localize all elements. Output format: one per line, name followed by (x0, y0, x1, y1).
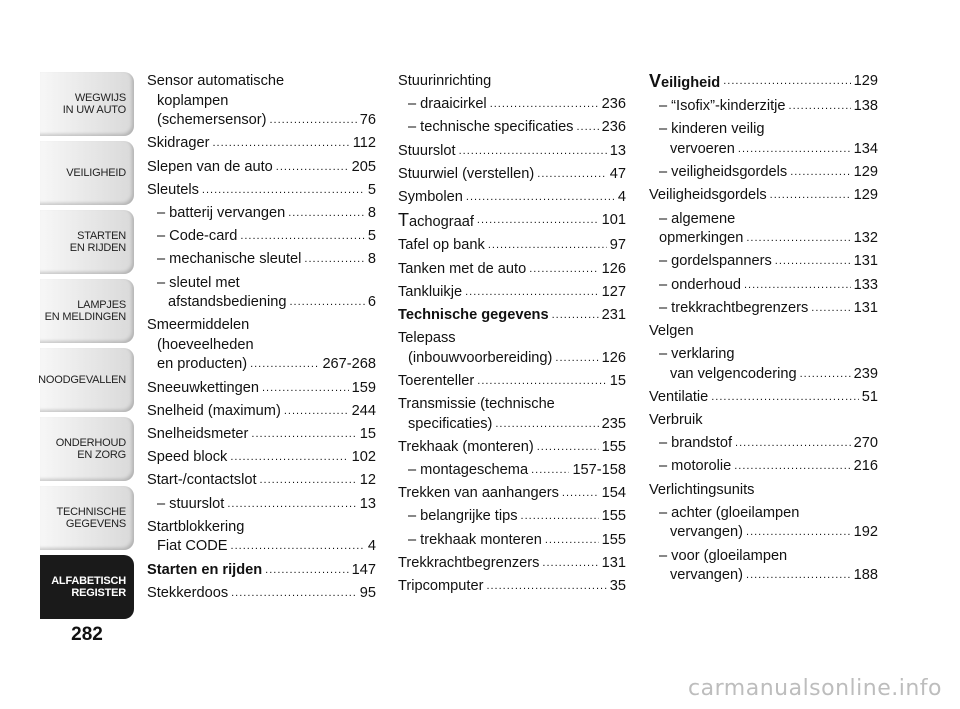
index-entry-text: – Code-card (157, 228, 238, 245)
index-page-ref: 155 (601, 438, 626, 455)
leader-dots (212, 134, 349, 154)
tab-label-line: LAMPJES (77, 299, 126, 311)
leader-dots (545, 531, 599, 551)
index-entry (398, 484, 626, 504)
index-entry (147, 250, 376, 270)
index-entry-text: – sleutel met (157, 274, 240, 291)
index-entry-text: Fiat CODE (157, 538, 228, 555)
index-entry-text: – batterij vervangen (157, 204, 286, 221)
index-entry-text: Starten en rijden (147, 561, 263, 578)
index-entry (147, 495, 376, 515)
index-entry-text: Trekken van aanhangers (398, 485, 559, 502)
index-entry (649, 434, 878, 454)
index-page-ref: 270 (853, 435, 878, 452)
index-page-ref: 4 (617, 188, 626, 205)
index-entry-text: Tachograaf (398, 210, 474, 231)
index-entry (649, 252, 878, 272)
index-page-ref: 131 (853, 253, 878, 270)
index-page-ref: 126 (601, 260, 626, 277)
index-column-2 (398, 72, 626, 600)
index-entry (398, 165, 626, 185)
tab-label-line: REGISTER (71, 587, 126, 599)
index-entry (398, 211, 626, 233)
index-entry-text: Verbruik (649, 412, 703, 429)
index-page-ref: 5 (367, 228, 376, 245)
leader-dots (486, 577, 606, 597)
index-page-ref: 132 (853, 230, 878, 247)
index-entry (147, 425, 376, 445)
index-entry (649, 163, 878, 183)
index-entry (649, 186, 878, 206)
leader-dots (542, 554, 598, 574)
index-entry-text: en producten) (157, 356, 248, 373)
index-entry-text: Velgen (649, 322, 694, 339)
index-entry (649, 504, 878, 543)
index-entry-text: – montageschema (408, 462, 529, 478)
leader-dots (576, 118, 598, 138)
index-entry (649, 276, 878, 296)
index-entry-text: Veiligheid (649, 71, 721, 91)
index-page-ref: 138 (853, 98, 878, 115)
index-entry-text: – trekhaak monteren (408, 531, 542, 548)
tab-lampjes[interactable] (40, 279, 134, 343)
index-entry (398, 531, 626, 551)
tab-label-line: VEILIGHEID (66, 167, 126, 179)
index-page-ref: 97 (609, 237, 626, 254)
leader-dots (477, 372, 607, 392)
leader-dots (537, 165, 607, 185)
index-entry-text: – onderhoud (659, 276, 741, 293)
index-page-ref: 35 (609, 577, 626, 594)
tab-label-line: NOODGEVALLEN (38, 374, 126, 386)
leader-dots (531, 461, 569, 481)
tab-label-line: STARTEN (77, 230, 126, 242)
leader-dots (466, 188, 615, 208)
index-entry-text: vervangen) (670, 567, 744, 584)
index-entry (649, 299, 878, 319)
index-entry (147, 402, 376, 422)
index-entry-text: Trekhaak (monteren) (398, 438, 534, 455)
index-entry (147, 518, 376, 557)
index-page-ref: 159 (351, 379, 376, 396)
leader-dots (529, 260, 598, 280)
leader-dots (495, 415, 598, 435)
index-entry (147, 471, 376, 491)
index-entry (649, 481, 878, 501)
index-entry-text: Smeermiddelen (147, 317, 250, 334)
index-entry-text: – motorolie (659, 458, 732, 475)
leader-dots (260, 471, 357, 491)
index-entry (147, 134, 376, 154)
index-entry-text: Tripcomputer (398, 577, 484, 594)
index-entry (398, 507, 626, 527)
chapter-tabs (40, 72, 134, 624)
index-entry-text: Stuurslot (398, 142, 456, 159)
index-page-ref: 129 (853, 73, 878, 89)
index-entry-text: Telepass (398, 330, 456, 347)
index-page-ref: 267-268 (322, 356, 376, 373)
index-entry-text: – draaicirkel (408, 96, 487, 113)
index-page-ref: 5 (367, 181, 376, 198)
index-entry (147, 448, 376, 468)
tab-label-line: EN MELDINGEN (44, 311, 126, 323)
index-entry (649, 547, 878, 586)
index-entry-text: – technische specificaties (408, 119, 574, 136)
leader-dots (288, 204, 365, 224)
leader-dots (555, 349, 598, 369)
index-page-ref: 13 (609, 142, 626, 159)
index-entry-text: afstandsbediening (168, 294, 287, 311)
index-page-ref: 236 (601, 96, 626, 113)
leader-dots (230, 448, 348, 468)
leader-dots (775, 252, 851, 272)
index-entry-text: Verlichtingsunits (649, 481, 755, 498)
index-entry-text: Technische gegevens (398, 306, 549, 323)
index-entry-text: Skidrager (147, 135, 210, 152)
index-entry-text: – belangrijke tips (408, 508, 518, 525)
index-entry-text: – “Isofix”-kinderzitje (659, 98, 786, 115)
index-entry (398, 260, 626, 280)
tab-label-line: EN RIJDEN (69, 242, 126, 254)
index-entry-text: (schemersensor) (157, 112, 267, 129)
leader-dots (537, 438, 599, 458)
index-page-ref: 51 (861, 388, 878, 405)
index-page-ref: 4 (367, 538, 376, 555)
index-entry-text: Stekkerdoos (147, 584, 229, 601)
leader-dots (734, 457, 850, 477)
index-page-ref: 129 (853, 187, 878, 204)
leader-dots (811, 299, 850, 319)
index-entry (398, 306, 626, 326)
index-entry-text: – voor (gloeilampen (659, 547, 788, 564)
index-entry (398, 118, 626, 138)
leader-dots (465, 283, 599, 303)
index-entry (398, 142, 626, 162)
index-entry (147, 227, 376, 247)
leader-dots (770, 186, 851, 206)
index-entry (398, 329, 626, 368)
leader-dots (202, 181, 365, 201)
leader-dots (231, 537, 365, 557)
index-entry-text: Stuurwiel (verstellen) (398, 165, 535, 182)
tab-label (38, 374, 126, 386)
index-entry-text: Toerenteller (398, 372, 475, 389)
index-page-ref: 13 (359, 495, 376, 512)
index-entry-text: – verklaring (659, 346, 735, 363)
index-entry (147, 561, 376, 581)
index-entry (398, 438, 626, 458)
index-page-ref: 6 (367, 294, 376, 311)
index-page-ref: 154 (601, 485, 626, 502)
index-entry-text: (inbouwvoorbereiding) (408, 349, 553, 366)
index-entry (649, 388, 878, 408)
index-entry (649, 322, 878, 342)
index-page-ref: 235 (601, 415, 626, 432)
leader-dots (490, 95, 599, 115)
index-entry (398, 372, 626, 392)
index-page-ref: 236 (601, 119, 626, 136)
index-page-ref: 131 (601, 554, 626, 571)
index-page-ref: 101 (601, 212, 626, 229)
leader-dots (262, 379, 349, 399)
index-page-ref: 147 (351, 561, 376, 578)
leader-dots (240, 227, 365, 247)
index-entry-text: – veiligheidsgordels (659, 164, 788, 181)
index-page-ref: 8 (367, 204, 376, 221)
tab-wegwijs[interactable] (40, 72, 134, 136)
index-entry-text: specificaties) (408, 415, 493, 432)
tab-alfabetisch[interactable] (40, 555, 134, 619)
tab-label-line: TECHNISCHE (56, 506, 126, 518)
index-page-ref: 157-158 (572, 462, 626, 478)
leader-dots (746, 229, 850, 249)
index-entry-text: Tankluikje (398, 283, 463, 300)
index-entry (649, 120, 878, 159)
index-entry-text: – gordelspanners (659, 253, 772, 270)
leader-dots (521, 507, 599, 527)
leader-dots (289, 293, 364, 313)
leader-dots (477, 211, 599, 233)
index-entry-text: vervangen) (670, 524, 744, 541)
index-entry (398, 72, 626, 92)
tab-label-line: GEGEVENS (65, 518, 126, 530)
index-page-ref: 8 (367, 251, 376, 268)
index-page-ref: 192 (853, 524, 878, 541)
index-entry (147, 72, 376, 131)
index-page-ref: 127 (601, 283, 626, 300)
leader-dots (789, 97, 851, 117)
tab-label-line: ALFABETISCH (51, 575, 126, 587)
leader-dots (488, 236, 607, 256)
leader-dots (269, 111, 356, 131)
leader-dots (276, 158, 349, 178)
tab-label (51, 575, 126, 599)
index-entry (649, 210, 878, 249)
index-entry-text: – mechanische sleutel (157, 251, 302, 268)
leader-dots (800, 365, 851, 385)
leader-dots (251, 425, 356, 445)
index-entry (398, 554, 626, 574)
leader-dots (227, 495, 356, 515)
index-entry (398, 236, 626, 256)
index-entry (649, 411, 878, 431)
index-page-ref: 95 (359, 584, 376, 601)
watermark: carmanualsonline.info (688, 676, 942, 701)
index-page-ref: 216 (853, 458, 878, 475)
index-entry-text: (hoeveelheden (157, 336, 254, 353)
index-entry (147, 204, 376, 224)
leader-dots (284, 402, 349, 422)
index-page-ref: 15 (359, 426, 376, 443)
index-entry (147, 158, 376, 178)
leader-dots (304, 250, 364, 270)
index-entry-text: Sneeuwkettingen (147, 379, 259, 396)
leader-dots (790, 163, 850, 183)
index-page-ref: 239 (853, 365, 878, 382)
index-page-ref: 47 (609, 165, 626, 182)
index-page-ref: 231 (601, 306, 626, 323)
index-entry (398, 577, 626, 597)
index-entry-text: Tanken met de auto (398, 260, 527, 277)
index-page-ref: 12 (359, 472, 376, 489)
tab-veiligheid[interactable] (40, 141, 134, 205)
index-column-3 (649, 72, 878, 589)
index-entry-text: – stuurslot (157, 495, 225, 512)
index-page-ref: 188 (853, 567, 878, 584)
index-entry-text: Snelheid (maximum) (147, 402, 281, 419)
index-entry (649, 457, 878, 477)
index-page-ref: 205 (351, 158, 376, 175)
index-page-ref: 244 (351, 402, 376, 419)
index-page-ref: 155 (601, 531, 626, 548)
index-entry (147, 584, 376, 604)
leader-dots (744, 276, 851, 296)
index-entry-text: Tafel op bank (398, 237, 485, 254)
index-entry-text: Stuurinrichting (398, 73, 492, 89)
index-entry (147, 316, 376, 375)
index-entry (649, 345, 878, 384)
index-entry-text: Speed block (147, 449, 228, 466)
page-number: 282 (71, 624, 103, 645)
leader-dots (746, 523, 851, 543)
index-entry-text: Sleutels (147, 181, 199, 198)
index-page-ref: 131 (853, 299, 878, 316)
leader-dots (723, 72, 850, 94)
leader-dots (735, 434, 851, 454)
tab-label (70, 230, 126, 254)
index-page-ref: 129 (853, 164, 878, 181)
tab-label (66, 167, 126, 179)
index-entry (398, 461, 626, 481)
index-page-ref: 15 (609, 372, 626, 389)
tab-label (56, 506, 126, 530)
leader-dots (231, 584, 357, 604)
tab-label (45, 299, 126, 323)
index-entry-text: Start-/contactslot (147, 472, 257, 489)
index-entry-text: Ventilatie (649, 388, 709, 405)
index-page-ref: 155 (601, 508, 626, 525)
leader-dots (738, 140, 851, 160)
tab-noodgevallen[interactable] (40, 348, 134, 412)
index-entry-text: – algemene (659, 210, 736, 227)
index-page-ref: 134 (853, 140, 878, 157)
leader-dots (562, 484, 599, 504)
index-entry-text: Snelheidsmeter (147, 426, 249, 443)
index-entry (649, 97, 878, 117)
index-entry-text: – brandstof (659, 435, 733, 452)
index-entry (398, 188, 626, 208)
index-entry-text: van velgencodering (670, 365, 797, 382)
index-entry-text: vervoeren (670, 140, 735, 157)
leader-dots (746, 566, 851, 586)
index-page-ref: 126 (601, 349, 626, 366)
index-page-ref: 133 (853, 276, 878, 293)
index-entry-text: koplampen (157, 92, 229, 109)
leader-dots (552, 306, 599, 326)
tab-technische[interactable] (40, 486, 134, 550)
leader-dots (265, 561, 348, 581)
tab-label (56, 437, 126, 461)
tab-onderhoud[interactable] (40, 417, 134, 481)
index-entry-text: Transmissie (technische (398, 396, 555, 413)
index-entry-text: – kinderen veilig (659, 121, 765, 138)
index-entry (398, 395, 626, 434)
index-entry (147, 181, 376, 201)
leader-dots (250, 355, 319, 375)
tab-label (63, 92, 126, 116)
index-page-ref: 112 (352, 135, 376, 152)
index-entry-text: Trekkrachtbegrenzers (398, 554, 540, 571)
index-entry-text: Veiligheidsgordels (649, 187, 767, 204)
index-entry-text: – achter (gloeilampen (659, 504, 800, 521)
tab-label-line: ONDERHOUD (55, 437, 126, 449)
index-column-1 (147, 72, 376, 607)
tab-label-line: EN ZORG (77, 449, 126, 461)
index-entry (649, 72, 878, 94)
leader-dots (459, 142, 607, 162)
index-entry-text: Slepen van de auto (147, 158, 273, 175)
leader-dots (711, 388, 859, 408)
index-entry (398, 283, 626, 303)
tab-starten[interactable] (40, 210, 134, 274)
index-entry (147, 379, 376, 399)
index-entry-text: Symbolen (398, 188, 463, 205)
index-entry-text: Sensor automatische (147, 73, 285, 89)
index-page-ref: 102 (351, 449, 376, 466)
index-entry-text: Startblokkering (147, 518, 245, 535)
index-entry-text: opmerkingen (659, 230, 744, 247)
index-entry-text: – trekkrachtbegrenzers (659, 299, 809, 316)
tab-label-line: IN UW AUTO (62, 104, 126, 116)
index-entry (147, 274, 376, 313)
index-entry (398, 95, 626, 115)
index-page-ref: 76 (359, 112, 376, 129)
tab-label-line: WEGWIJS (74, 92, 126, 104)
